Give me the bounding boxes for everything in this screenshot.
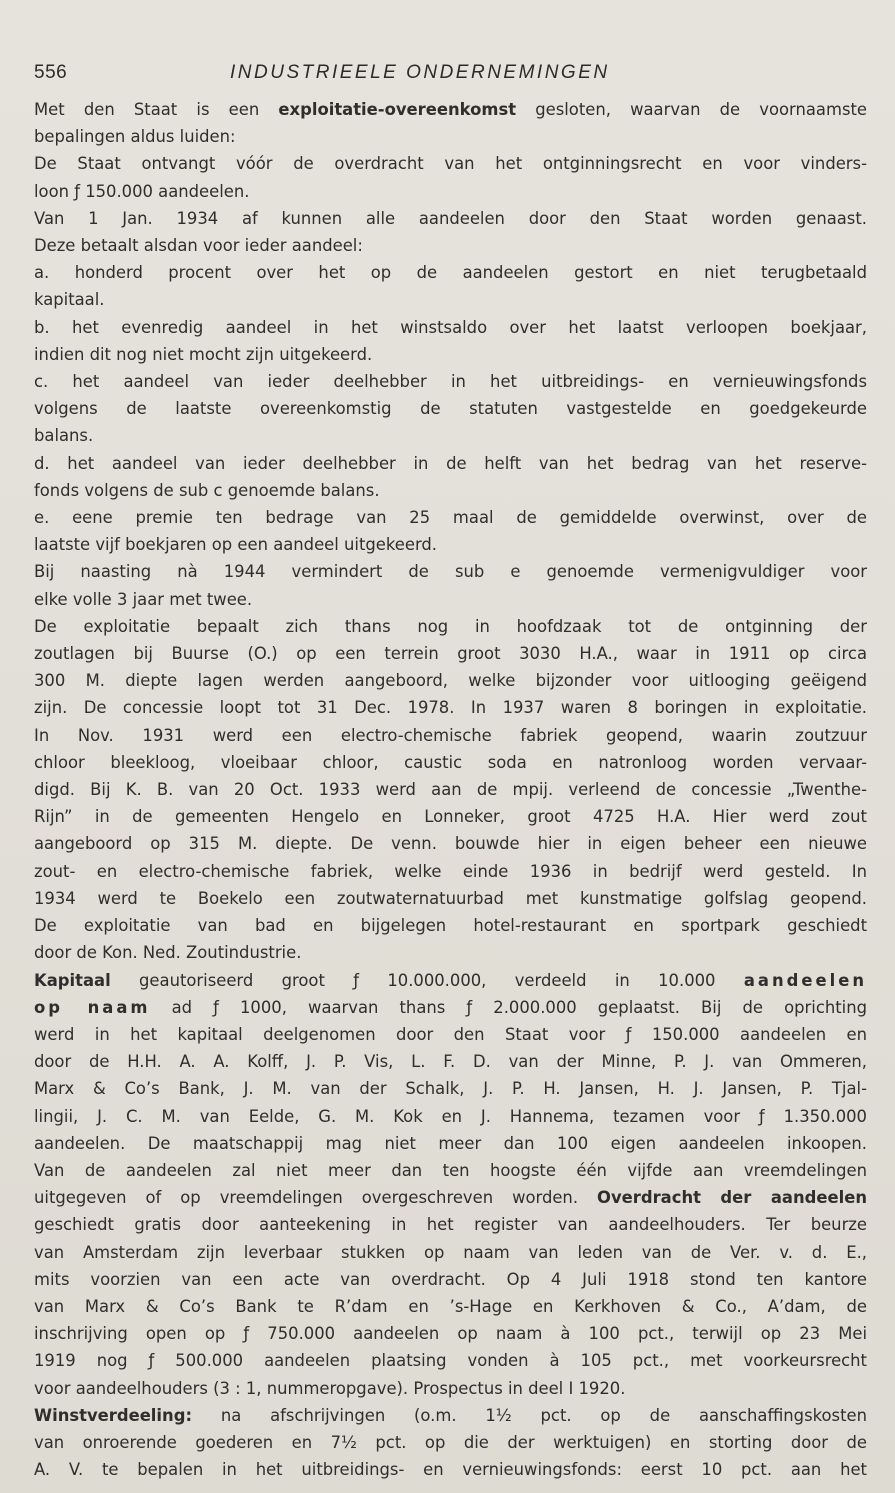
- text-segment: na afschrijvingen (o.m. 1½ pct. op de aanschaffingskosten: [192, 1405, 867, 1425]
- page-header: [34, 60, 867, 96]
- text-segment: A. V. te bepalen in het uitbreidings- en vernieuwingsfonds: eerst 10 pct. aan het: [34, 1460, 867, 1480]
- text-line: [34, 1347, 867, 1374]
- text-segment: In Nov. 1931 werd een electro-chemische fabriek geopend, waarin zoutzuur: [34, 725, 867, 745]
- text-line: [34, 477, 867, 504]
- text-segment: Rijn” in de gemeenten Hengelo en Lonneker, groot 4725 H.A. Hier werd zout: [34, 807, 867, 827]
- text-line: [34, 803, 867, 830]
- text-segment: zijn. De concessie loopt tot 31 Dec. 1978. In 1937 waren 8 boringen in exploitatie.: [34, 698, 867, 718]
- text-segment: digd. Bij K. B. van 20 Oct. 1933 werd aan de mpij. verleend de concessie „Twenthe-: [34, 780, 867, 800]
- text-segment: laatste vijf boekjaren op een aandeel uitgekeerd.: [34, 535, 438, 555]
- text-line: [34, 967, 867, 994]
- text-line: [34, 1456, 867, 1483]
- text-segment: Van 1 Jan. 1934 af kunnen alle aandeelen door den Staat worden genaast.: [34, 208, 867, 228]
- text-line: [34, 830, 867, 857]
- text-segment: Bij naasting nà 1944 vermindert de sub e genoemde vermenigvuldiger voor: [34, 562, 867, 582]
- text-segment: b. het evenredig aandeel in het winstsaldo over het laatst verloopen boekjaar,: [34, 317, 867, 337]
- running-title: INDUSTRIEELE ONDERNEMINGEN: [230, 62, 610, 83]
- text-line: [34, 586, 867, 613]
- text-segment: De Staat ontvangt vóór de overdracht van het ontginningsrecht en voor vinders-: [34, 154, 867, 174]
- text-line: [34, 395, 867, 422]
- text-line: [34, 885, 867, 912]
- text-line: [34, 558, 867, 585]
- text-line: [34, 150, 867, 177]
- text-segment: gesloten, waarvan de voornaamste: [516, 100, 867, 119]
- text-line: [34, 259, 867, 286]
- text-segment: geautoriseerd groot ƒ 10.000.000, verdeeld in 10.000: [110, 970, 744, 990]
- text-line: [34, 1157, 867, 1184]
- text-line: [34, 939, 867, 966]
- text-segment: Deze betaalt alsdan voor ieder aandeel:: [34, 236, 363, 256]
- text-line: [34, 1075, 867, 1102]
- text-segment: fonds volgens de sub c genoemde balans.: [34, 480, 380, 500]
- body-text: [34, 96, 867, 1483]
- bold-term: Kapitaal: [34, 970, 111, 990]
- text-line: [34, 450, 867, 477]
- bold-term: Overdracht der aandeelen: [597, 1188, 867, 1208]
- text-segment: c. het aandeel van ieder deelhebber in het uitbreidings- en vernieuwingsfonds: [34, 372, 867, 392]
- text-line: [34, 1402, 867, 1429]
- text-line: [34, 1021, 867, 1048]
- text-line: [34, 232, 867, 259]
- text-segment: De exploitatie van bad en bijgelegen hotel-restaurant en sportpark geschiedt: [34, 916, 867, 936]
- text-line: [34, 368, 867, 395]
- text-segment: 1934 werd te Boekelo een zoutwaternatuurbad met kunstmatige golfslag geopend.: [34, 888, 867, 908]
- text-line: [34, 1429, 867, 1456]
- text-segment: werd in het kapitaal deelgenomen door den Staat voor ƒ 150.000 aandeelen en: [34, 1024, 867, 1044]
- text-segment: Van de aandeelen zal niet meer dan ten hoogste één vijfde aan vreemdelingen: [34, 1160, 867, 1180]
- text-line: [34, 504, 867, 531]
- text-segment: a. honderd procent over het op de aandeelen gestort en niet terugbetaald: [34, 263, 867, 283]
- text-line: [34, 667, 867, 694]
- text-line: [34, 1375, 867, 1402]
- text-segment: indien dit nog niet mocht zijn uitgekeerd.: [34, 344, 373, 364]
- text-segment: d. het aandeel van ieder deelhebber in de helft van het bedrag van het reserve-: [34, 453, 867, 473]
- text-segment: ad ƒ 1000, waarvan thans ƒ 2.000.000 geplaatst. Bij de oprichting: [150, 997, 867, 1017]
- text-segment: van onroerende goederen en 7½ pct. op die der werktuigen) en storting door de: [34, 1432, 867, 1452]
- text-segment: mits voorzien van een acte van overdracht. Op 4 Juli 1918 stond ten kantore: [34, 1269, 867, 1289]
- text-line: [34, 776, 867, 803]
- text-segment: balans.: [34, 426, 94, 446]
- text-line: [34, 286, 867, 313]
- text-segment: voor aandeelhouders (3 : 1, nummeropgave). Prospectus in deel I 1920.: [34, 1378, 626, 1398]
- text-segment: aangeboord op 315 M. diepte. De venn. bouwde hier in eigen beheer een nieuwe: [34, 834, 867, 854]
- text-line: [34, 1184, 867, 1211]
- text-line: [34, 1211, 867, 1238]
- text-segment: Met den Staat is een: [34, 100, 279, 119]
- text-line: [34, 1266, 867, 1293]
- spaced-term: aandeelen: [743, 970, 867, 990]
- text-line: [34, 722, 867, 749]
- text-segment: loon ƒ 150.000 aandeelen.: [34, 181, 250, 201]
- text-segment: 1919 nog ƒ 500.000 aandeelen plaatsing vonden à 105 pct., met voorkeursrecht: [34, 1351, 867, 1371]
- text-segment: van Amsterdam zijn leverbaar stukken op naam van leden van de Ver. v. d. E.,: [34, 1242, 867, 1262]
- text-line: [34, 123, 867, 150]
- bold-term: Winstverdeeling:: [34, 1405, 192, 1425]
- text-line: [34, 613, 867, 640]
- text-line: [34, 1103, 867, 1130]
- text-segment: uitgegeven of op vreemdelingen overgeschreven worden.: [34, 1188, 598, 1208]
- text-line: [34, 96, 867, 123]
- text-line: [34, 178, 867, 205]
- text-segment: aandeelen. De maatschappij mag niet meer dan 100 eigen aandeelen inkoopen.: [34, 1133, 867, 1153]
- text-line: [34, 994, 867, 1021]
- text-line: [34, 694, 867, 721]
- text-line: [34, 749, 867, 776]
- text-line: [34, 341, 867, 368]
- text-segment: zout- en electro-chemische fabriek, welke einde 1936 in bedrijf werd gesteld. In: [34, 861, 867, 881]
- text-line: [34, 314, 867, 341]
- text-segment: e. eene premie ten bedrage van 25 maal de gemiddelde overwinst, over de: [34, 508, 867, 528]
- text-segment: lingii, J. C. M. van Eelde, G. M. Kok en J. Hannema, tezamen voor ƒ 1.350.000: [34, 1106, 867, 1126]
- text-line: [34, 422, 867, 449]
- text-segment: geschiedt gratis door aanteekening in het register van aandeelhouders. Ter beurze: [34, 1215, 867, 1235]
- text-segment: door de H.H. A. A. Kolff, J. P. Vis, L. F. D. van der Minne, P. J. van Ommeren,: [34, 1052, 867, 1072]
- text-segment: chloor bleekloog, vloeibaar chloor, caustic soda en natronloog worden vervaar-: [34, 752, 867, 772]
- text-segment: door de Kon. Ned. Zoutindustrie.: [34, 943, 302, 963]
- text-segment: volgens de laatste overeenkomstig de statuten vastgestelde en goedgekeurde: [34, 399, 867, 419]
- text-line: [34, 1320, 867, 1347]
- text-segment: De exploitatie bepaalt zich thans nog in hoofdzaak tot de ontginning der: [34, 616, 867, 636]
- text-line: [34, 1130, 867, 1157]
- bold-term: exploitatie-overeenkomst: [278, 100, 517, 119]
- text-line: [34, 640, 867, 667]
- text-line: [34, 1293, 867, 1320]
- spaced-term: op naam: [34, 997, 151, 1017]
- text-segment: elke volle 3 jaar met twee.: [34, 589, 253, 609]
- text-segment: zoutlagen bij Buurse (O.) op een terrein groot 3030 H.A., waar in 1911 op circa: [34, 644, 867, 664]
- text-line: [34, 1048, 867, 1075]
- text-line: [34, 531, 867, 558]
- text-segment: inschrijving open op ƒ 750.000 aandeelen op naam à 100 pct., terwijl op 23 Mei: [34, 1324, 867, 1344]
- text-line: [34, 912, 867, 939]
- text-line: [34, 1239, 867, 1266]
- page-number: 556: [34, 62, 68, 83]
- text-segment: van Marx & Co’s Bank te R’dam en ’s-Hage en Kerkhoven & Co., A’dam, de: [34, 1296, 867, 1316]
- text-segment: 300 M. diepte lagen werden aangeboord, welke bijzonder voor uitlooging geëigend: [34, 671, 867, 691]
- text-line: [34, 205, 867, 232]
- text-segment: kapitaal.: [34, 290, 105, 310]
- text-segment: Marx & Co’s Bank, J. M. van der Schalk, J. P. H. Jansen, H. J. Jansen, P. Tjal-: [34, 1079, 867, 1099]
- text-line: [34, 858, 867, 885]
- text-segment: bepalingen aldus luiden:: [34, 127, 236, 147]
